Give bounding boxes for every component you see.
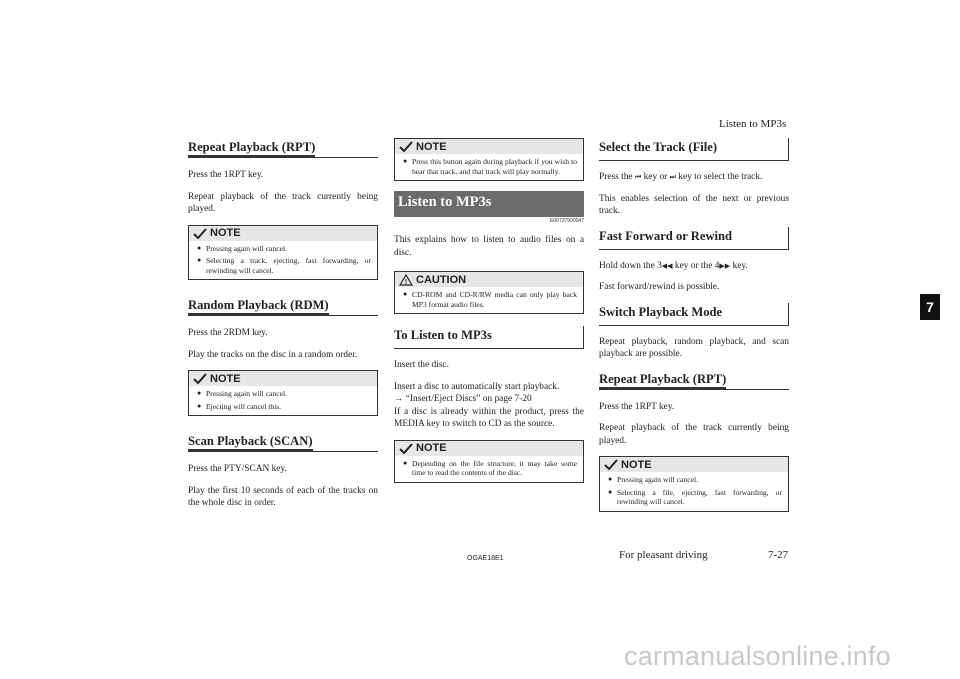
- cross-reference: → “Insert/Eject Discs” on page 7-20: [394, 394, 532, 405]
- note-item: ● Selecting a track, ejecting, fast forwarding, or rewinding will cancel.: [197, 256, 371, 275]
- note-check-icon: [193, 228, 207, 239]
- footer-section: For pleasant driving: [619, 549, 708, 561]
- paragraph: Press the ⏮ key or ⏭ key to select the track.: [599, 172, 763, 182]
- paragraph: Insert the disc.: [394, 360, 449, 371]
- running-header: Listen to MP3s: [719, 118, 787, 130]
- watermark: carmanualsonline.info: [624, 641, 891, 671]
- note-box: [188, 370, 378, 416]
- note-box: [599, 456, 789, 512]
- paragraph: Repeat playback, random playback, and scan playback are possible.: [599, 336, 789, 359]
- note-header: [600, 457, 788, 472]
- note-box: [188, 225, 378, 281]
- note-label: NOTE: [210, 372, 241, 385]
- heading-repeat-playback: Repeat Playback (RPT): [599, 372, 789, 390]
- bullet-dot-icon: ●: [403, 290, 408, 299]
- bullet-dot-icon: ●: [608, 487, 613, 496]
- note-item: ● Depending on the file structure, it may take some time to read the contents of the disc.: [403, 458, 577, 478]
- heading-fast-forward: Fast Forward or Rewind: [599, 227, 789, 250]
- bullet-dot-icon: ●: [403, 458, 408, 467]
- heading-scan-playback: Scan Playback (SCAN): [188, 434, 378, 452]
- paragraph: Insert a disc to automatically start playback.: [394, 381, 560, 392]
- rewind-icon: ◀◀: [661, 261, 673, 270]
- section-title: Listen to MP3s: [394, 191, 584, 217]
- note-check-icon: [193, 373, 207, 384]
- heading-switch-mode: Switch Playback Mode: [599, 303, 789, 326]
- caution-item: ● CD-ROM and CD-R/RW media can only play back MP3 format audio files.: [403, 290, 577, 309]
- bullet-dot-icon: ●: [197, 389, 202, 398]
- bullet-dot-icon: ●: [403, 157, 408, 165]
- caution-triangle-icon: [399, 274, 413, 286]
- paragraph: Repeat playback of the track currently being played.: [599, 423, 789, 446]
- column-left: [188, 138, 378, 519]
- heading-random-playback: Random Playback (RDM): [188, 298, 378, 316]
- paragraph: This enables selection of the next or previous track.: [599, 193, 789, 216]
- note-header: [189, 226, 377, 241]
- note-box: [394, 138, 584, 181]
- note-check-icon: [604, 459, 618, 470]
- section-reference-code: E00737900047: [550, 218, 584, 225]
- note-item: ● Pressing again will cancel.: [197, 389, 287, 399]
- paragraph: Hold down the 3◀◀ key or the 4▶▶ key.: [599, 260, 748, 271]
- note-box: [394, 440, 584, 483]
- paragraph: Fast forward/rewind is possible.: [599, 282, 720, 292]
- note-item: ● Press this button again during playback if you wish to hear that track, and that track will play normally.: [403, 157, 577, 176]
- bullet-dot-icon: ●: [608, 475, 613, 483]
- paragraph: Play the tracks on the disc in a random order.: [188, 349, 358, 360]
- bullet-dot-icon: ●: [197, 401, 202, 410]
- note-label: NOTE: [416, 442, 447, 455]
- skip-next-icon: ⏭: [669, 173, 676, 181]
- note-header: [395, 441, 583, 456]
- heading-select-track: Select the Track (File): [599, 138, 789, 161]
- note-item: ● Pressing again will cancel.: [197, 243, 287, 253]
- heading-repeat-playback: Repeat Playback (RPT): [188, 140, 378, 158]
- chapter-tab: 7: [920, 294, 940, 320]
- note-check-icon: [399, 443, 413, 454]
- bullet-dot-icon: ●: [197, 256, 202, 265]
- caution-header: [395, 272, 583, 287]
- heading-to-listen: To Listen to MP3s: [394, 326, 584, 349]
- note-header: [395, 139, 583, 154]
- column-middle: [394, 138, 584, 493]
- fast-forward-icon: ▶▶: [719, 261, 731, 270]
- document-code: OGAE18E1: [467, 555, 504, 562]
- paragraph: Press the 2RDM key.: [188, 328, 268, 339]
- column-right: [599, 138, 789, 522]
- bullet-dot-icon: ●: [197, 243, 202, 252]
- note-header: [189, 371, 377, 386]
- note-item: ● Ejecting will cancel this.: [197, 401, 282, 411]
- paragraph: Press the PTY/SCAN key.: [188, 464, 287, 475]
- paragraph: If a disc is already within the product, press the MEDIA key to switch to CD as the source.: [394, 406, 584, 430]
- svg-text:!: !: [404, 278, 408, 286]
- caution-box: [394, 271, 584, 314]
- paragraph: Press the 1RPT key.: [188, 170, 264, 180]
- paragraph: Play the first 10 seconds of each of the tracks on the whole disc in order.: [188, 485, 378, 509]
- note-label: NOTE: [210, 227, 241, 239]
- paragraph: Press the 1RPT key.: [599, 401, 675, 412]
- caution-label: CAUTION: [416, 273, 467, 286]
- note-label: NOTE: [621, 458, 652, 471]
- note-check-icon: [399, 141, 413, 152]
- note-item: ● Selecting a file, ejecting, fast forwarding, or rewinding will cancel.: [608, 487, 782, 507]
- skip-previous-icon: ⏮: [634, 173, 642, 181]
- note-label: NOTE: [416, 140, 447, 153]
- note-item: ● Pressing again will cancel.: [608, 475, 698, 484]
- page-number: 7-27: [768, 549, 789, 561]
- paragraph: This explains how to listen to audio files on a disc.: [394, 235, 584, 258]
- paragraph: Repeat playback of the track currently being played.: [188, 191, 378, 214]
